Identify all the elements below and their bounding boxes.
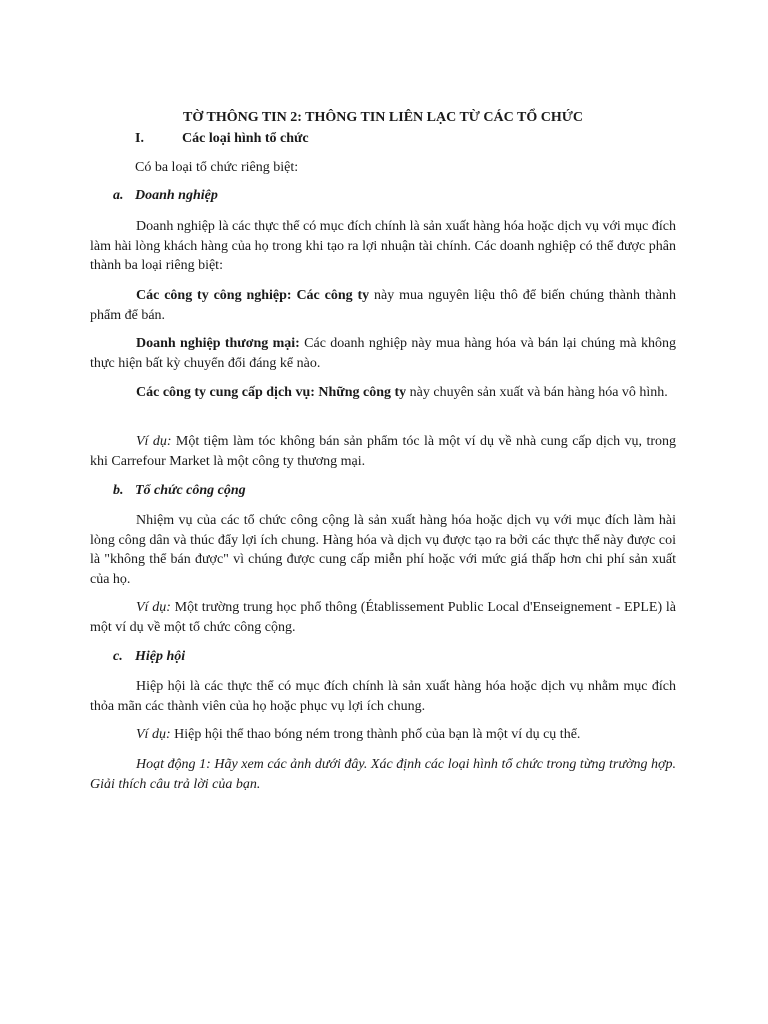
subsection-c-title: Hiệp hội <box>135 649 186 664</box>
example-a <box>90 432 676 471</box>
subsection-a-heading <box>113 186 699 206</box>
term-industrial: Các công ty công nghiệp: Các công ty <box>136 288 370 303</box>
term-commercial-text: Các doanh nghiệp này mua hàng hóa và bán lại chúng mà không thực hiện bất kỳ chuyển đổi đáng kể nào. <box>90 336 676 371</box>
example-b <box>90 598 676 637</box>
subsection-a-letter: a. <box>113 188 124 203</box>
paragraph-service-companies <box>90 383 676 403</box>
activity-1: Hoạt động 1: Hãy xem các ảnh dưới đây. Xác định các loại hình tổ chức trong từng trường hợp. Giải thích câu trả lời của bạn. <box>90 757 676 792</box>
example-c-label: Ví dụ: <box>136 727 171 742</box>
subsection-b-title: Tổ chức công cộng <box>135 483 246 498</box>
example-b-label: Ví dụ: <box>136 600 171 615</box>
section-number: I. <box>135 131 144 146</box>
subsection-c-heading <box>113 647 699 667</box>
page-title: TỜ THÔNG TIN 2: THÔNG TIN LIÊN LẠC TỪ CÁC TỔ CHỨC <box>183 110 583 125</box>
example-c-text: Hiệp hội thể thao bóng ném trong thành phố của bạn là một ví dụ cụ thể. <box>170 727 581 742</box>
paragraph-industrial-companies <box>90 286 676 325</box>
subsection-a-title: Doanh nghiệp <box>135 188 218 203</box>
section-heading <box>135 129 721 149</box>
section-title: Các loại hình tổ chức <box>182 131 309 146</box>
subsection-c-letter: c. <box>113 649 123 664</box>
paragraph-public-organizations: Nhiệm vụ của các tổ chức công cộng là sản xuất hàng hóa hoặc dịch vụ với mục đích làm hài lòng công dân và thúc đẩy lợi ích chung. Hàng hóa và dịch vụ được tạo ra bởi các thực thể này được coi là "không thể bán được" vì chúng được cung cấp miễn phí hoặc với mức giá thấp hơn chi phí sản xuất của họ. <box>90 513 676 587</box>
intro-text: Có ba loại tổ chức riêng biệt: <box>135 160 299 175</box>
paragraph-commercial-business <box>90 334 676 373</box>
subsection-b-letter: b. <box>113 483 124 498</box>
term-service-text: này chuyên sản xuất và bán hàng hóa vô hình. <box>406 385 668 400</box>
paragraph-business-definition: Doanh nghiệp là các thực thể có mục đích chính là sản xuất hàng hóa hoặc dịch vụ với mục đích làm hài lòng khách hàng của họ trong khi tạo ra lợi nhuận tài chính. Các doanh nghiệp có thể được phân thành ba loại riêng biệt: <box>90 219 676 273</box>
example-a-text: Một tiệm làm tóc không bán sản phẩm tóc là một ví dụ về nhà cung cấp dịch vụ, trong khi Carrefour Market là một công ty thương mại. <box>90 434 676 469</box>
term-service: Các công ty cung cấp dịch vụ: Những công ty <box>136 385 407 400</box>
example-c <box>90 725 676 745</box>
term-industrial-text: này mua nguyên liệu thô để biến chúng thành thành phẩm để bán. <box>90 288 676 323</box>
term-commercial: Doanh nghiệp thương mại: <box>136 336 300 351</box>
paragraph-associations: Hiệp hội là các thực thể có mục đích chính là sản xuất hàng hóa hoặc dịch vụ nhằm mục đích thỏa mãn các thành viên của họ hoặc phục vụ lợi ích chung. <box>90 679 676 714</box>
subsection-b-heading <box>113 481 699 501</box>
example-a-label: Ví dụ: <box>136 434 172 449</box>
example-b-text: Một trường trung học phổ thông (Établissement Public Local d'Enseignement - EPLE) là một ví dụ về một tổ chức công cộng. <box>90 600 676 635</box>
